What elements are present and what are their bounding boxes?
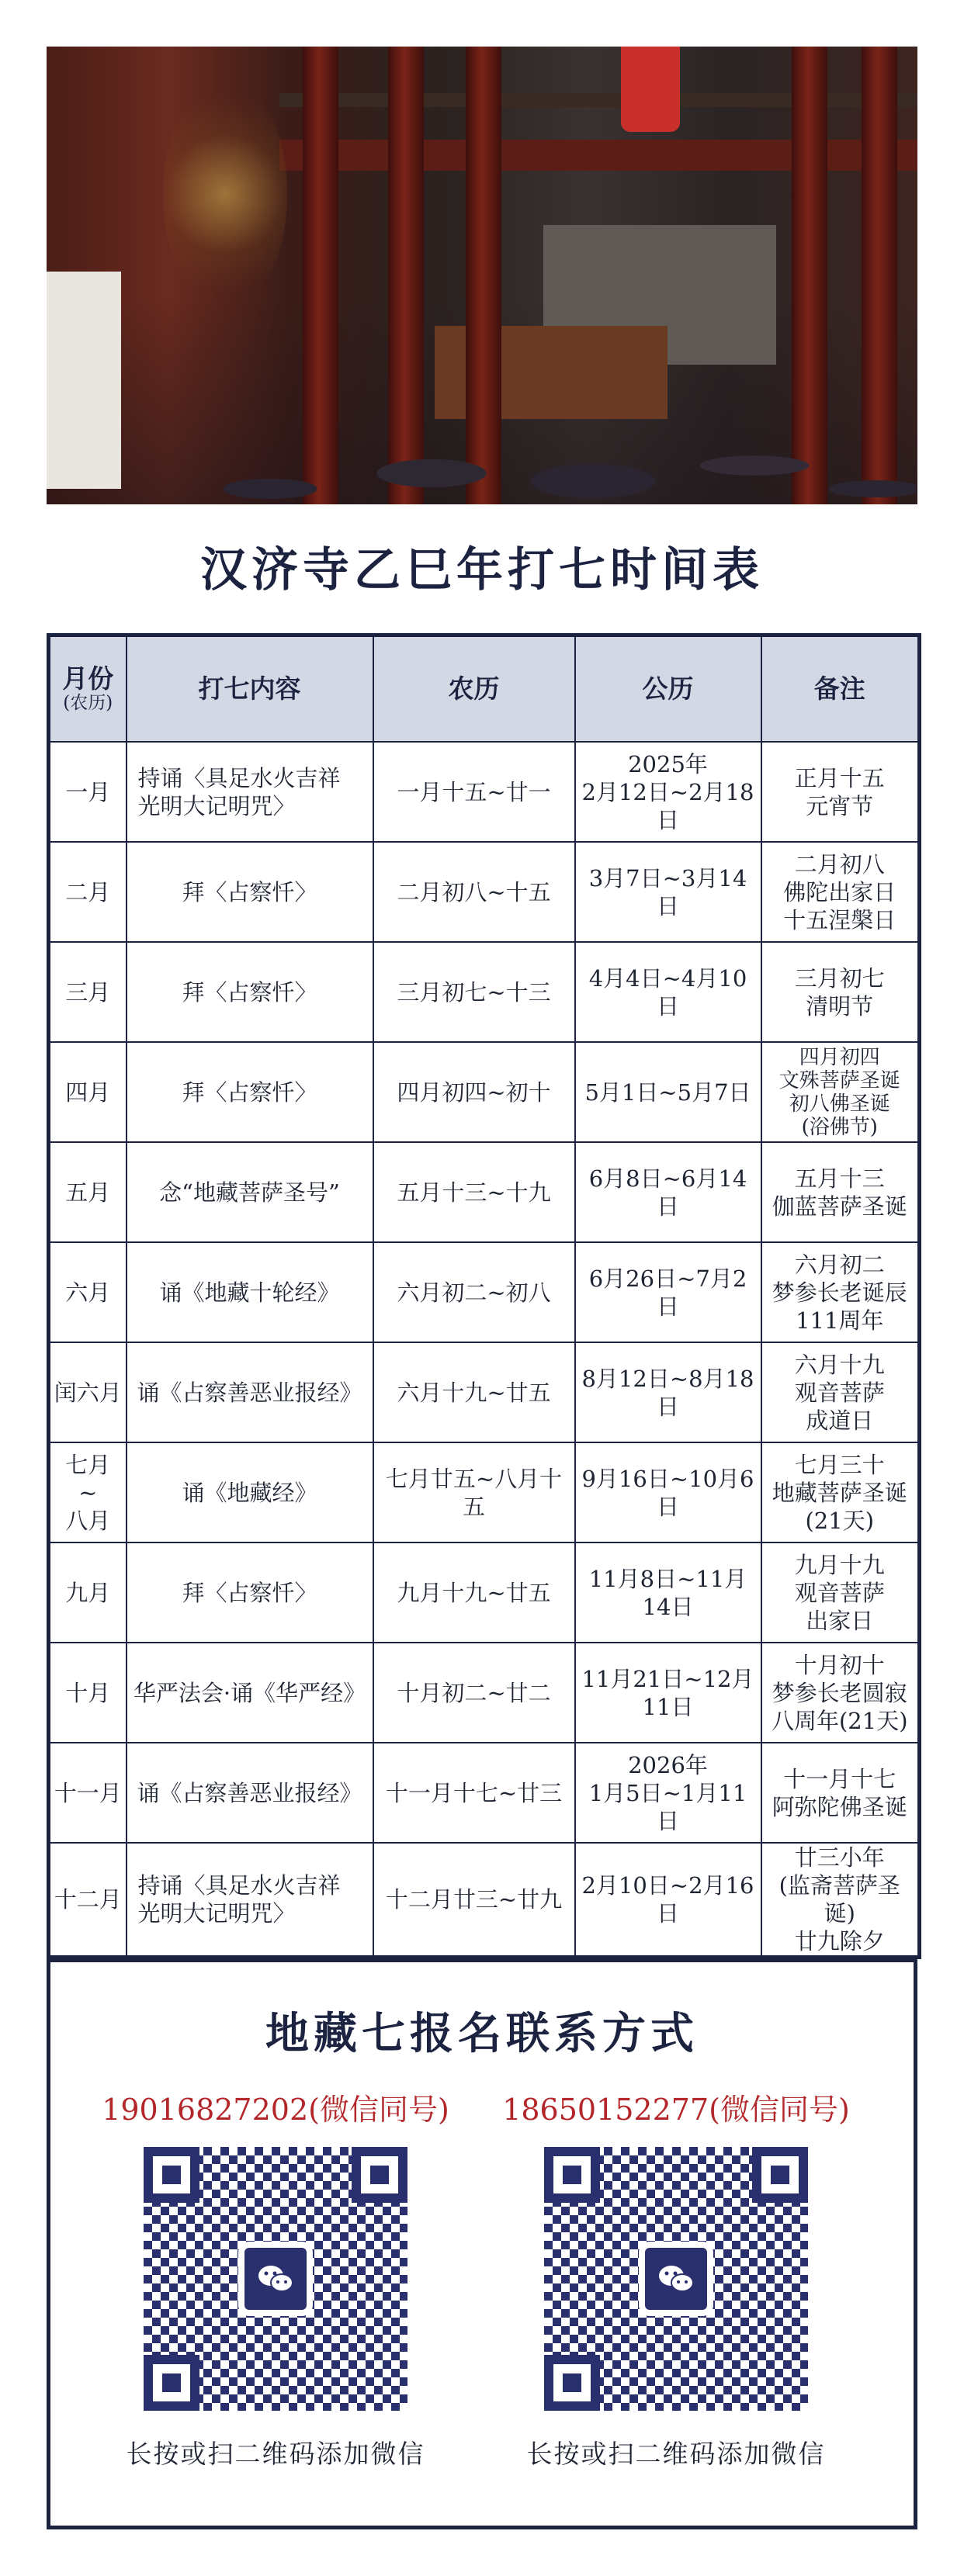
table-row: [49, 1442, 920, 1542]
cell-note: 正月十五 元宵节: [761, 742, 920, 842]
cell-solar: 8月12日~8月18日: [575, 1342, 761, 1442]
header-lunar: 农历: [373, 635, 575, 743]
header-month-label: 月份: [62, 663, 114, 694]
cell-solar: 3月7日~3月14日: [575, 842, 761, 942]
qr-finder-pattern: [144, 2147, 199, 2203]
cell-note: 廿三小年 (监斋菩萨圣诞) 廿九除夕: [761, 1843, 920, 1958]
table-row: [49, 1042, 920, 1142]
cell-solar: 6月8日~6月14日: [575, 1142, 761, 1242]
qr-caption: 长按或扫二维码添加微信: [526, 2439, 826, 2469]
cell-note: 二月初八 佛陀出家日 十五涅槃日: [761, 842, 920, 942]
table-row: [49, 1242, 920, 1342]
qr-caption: 长按或扫二维码添加微信: [126, 2439, 425, 2469]
cell-content: 拜〈占察忏〉: [127, 842, 373, 942]
cell-month: 五月: [49, 1142, 127, 1242]
table-row: [49, 842, 920, 942]
table-row: [49, 1342, 920, 1442]
wechat-qr-code[interactable]: [544, 2147, 808, 2411]
cell-content: 华严法会·诵《华严经》: [127, 1643, 373, 1743]
cell-month: 一月: [49, 742, 127, 842]
cell-content: 诵《地藏十轮经》: [127, 1242, 373, 1342]
contact-heading: 地藏七报名联系方式: [265, 2008, 699, 2059]
cell-month: 六月: [49, 1242, 127, 1342]
cell-solar: 2月10日~2月16日: [575, 1843, 761, 1958]
contact-item: [74, 2086, 477, 2470]
qr-finder-pattern: [352, 2147, 407, 2203]
cell-note: 九月十九 观音菩萨 出家日: [761, 1542, 920, 1643]
cell-content: 诵《占察善恶业报经》: [127, 1743, 373, 1843]
table-row: [49, 1843, 920, 1958]
cell-lunar: 五月十三~十九: [373, 1142, 575, 1242]
table-row: [49, 1542, 920, 1643]
table-row: [49, 1142, 920, 1242]
phone-number: 18650152277(微信同号): [502, 2093, 850, 2127]
cell-lunar: 十一月十七~廿三: [373, 1743, 575, 1843]
cell-month: 十二月: [49, 1843, 127, 1958]
table-row: [49, 1743, 920, 1843]
qr-finder-pattern: [544, 2147, 600, 2203]
cell-note: 七月三十 地藏菩萨圣诞 (21天): [761, 1442, 920, 1542]
page-title: 汉济寺乙巳年打七时间表: [200, 543, 764, 597]
temple-hall-photo: [47, 47, 917, 504]
cell-month: 九月: [49, 1542, 127, 1643]
table-row: [49, 742, 920, 842]
cell-lunar: 六月十九~廿五: [373, 1342, 575, 1442]
cell-lunar: 六月初二~初八: [373, 1242, 575, 1342]
cell-solar: 5月1日~5月7日: [575, 1042, 761, 1142]
cell-solar: 11月8日~11月14日: [575, 1542, 761, 1643]
wechat-icon: [639, 2242, 713, 2316]
header-solar: 公历: [575, 635, 761, 743]
contact-item: [474, 2086, 878, 2470]
cell-note: 六月十九 观音菩萨 成道日: [761, 1342, 920, 1442]
wechat-icon: [238, 2242, 313, 2316]
cell-note: 十一月十七 阿弥陀佛圣诞: [761, 1743, 920, 1843]
cell-solar: 6月26日~7月2日: [575, 1242, 761, 1342]
cell-month: 二月: [49, 842, 127, 942]
cell-content: 拜〈占察忏〉: [127, 1542, 373, 1643]
qr-finder-pattern: [752, 2147, 808, 2203]
cell-month: 十月: [49, 1643, 127, 1743]
cell-note: 五月十三 伽蓝菩萨圣诞: [761, 1142, 920, 1242]
cell-month: 三月: [49, 942, 127, 1042]
cell-note: 三月初七 清明节: [761, 942, 920, 1042]
cell-lunar: 三月初七~十三: [373, 942, 575, 1042]
table-header-row: [49, 635, 920, 743]
cell-note: 四月初四 文殊菩萨圣诞 初八佛圣诞 (浴佛节): [761, 1042, 920, 1142]
cell-lunar: 一月十五~廿一: [373, 742, 575, 842]
phone-number: 19016827202(微信同号): [102, 2093, 449, 2127]
red-lantern: [621, 47, 680, 132]
cell-note: 六月初二 梦参长老诞辰 111周年: [761, 1242, 920, 1342]
kneeling-monks: [109, 349, 916, 504]
cell-solar: 11月21日~12月11日: [575, 1643, 761, 1743]
cell-content: 持诵〈具足水火吉祥 光明大记明咒〉: [127, 1843, 373, 1958]
cell-lunar: 十月初二~廿二: [373, 1643, 575, 1743]
qr-finder-pattern: [144, 2355, 199, 2411]
header-note: 备注: [761, 635, 920, 743]
cell-month: 闰六月: [49, 1342, 127, 1442]
wechat-qr-code[interactable]: [144, 2147, 407, 2411]
cell-content: 诵《占察善恶业报经》: [127, 1342, 373, 1442]
cell-solar: 4月4日~4月10日: [575, 942, 761, 1042]
qr-finder-pattern: [544, 2355, 600, 2411]
table-row: [49, 1643, 920, 1743]
cell-solar: 2025年 2月12日~2月18日: [575, 742, 761, 842]
contact-panel: [47, 1958, 917, 2529]
cell-lunar: 十二月廿三~廿九: [373, 1843, 575, 1958]
cell-note: 十月初十 梦参长老圆寂 八周年(21天): [761, 1643, 920, 1743]
cell-content: 念“地藏菩萨圣号”: [127, 1142, 373, 1242]
cell-content: 拜〈占察忏〉: [127, 1042, 373, 1142]
header-month-sub: (农历): [63, 693, 113, 713]
header-month: [49, 635, 127, 743]
cell-month: 七月 ~ 八月: [49, 1442, 127, 1542]
cell-month: 十一月: [49, 1743, 127, 1843]
cell-content: 诵《地藏经》: [127, 1442, 373, 1542]
cell-lunar: 七月廿五~八月十五: [373, 1442, 575, 1542]
cell-lunar: 四月初四~初十: [373, 1042, 575, 1142]
header-content: 打七内容: [127, 635, 373, 743]
cell-solar: 2026年 1月5日~1月11日: [575, 1743, 761, 1843]
schedule-table: [47, 633, 921, 1959]
cell-solar: 9月16日~10月6日: [575, 1442, 761, 1542]
cell-month: 四月: [49, 1042, 127, 1142]
cell-content: 持诵〈具足水火吉祥 光明大记明咒〉: [127, 742, 373, 842]
cell-lunar: 九月十九~廿五: [373, 1542, 575, 1643]
cell-content: 拜〈占察忏〉: [127, 942, 373, 1042]
buddha-statue-glow: [163, 78, 287, 310]
table-row: [49, 942, 920, 1042]
cell-lunar: 二月初八~十五: [373, 842, 575, 942]
